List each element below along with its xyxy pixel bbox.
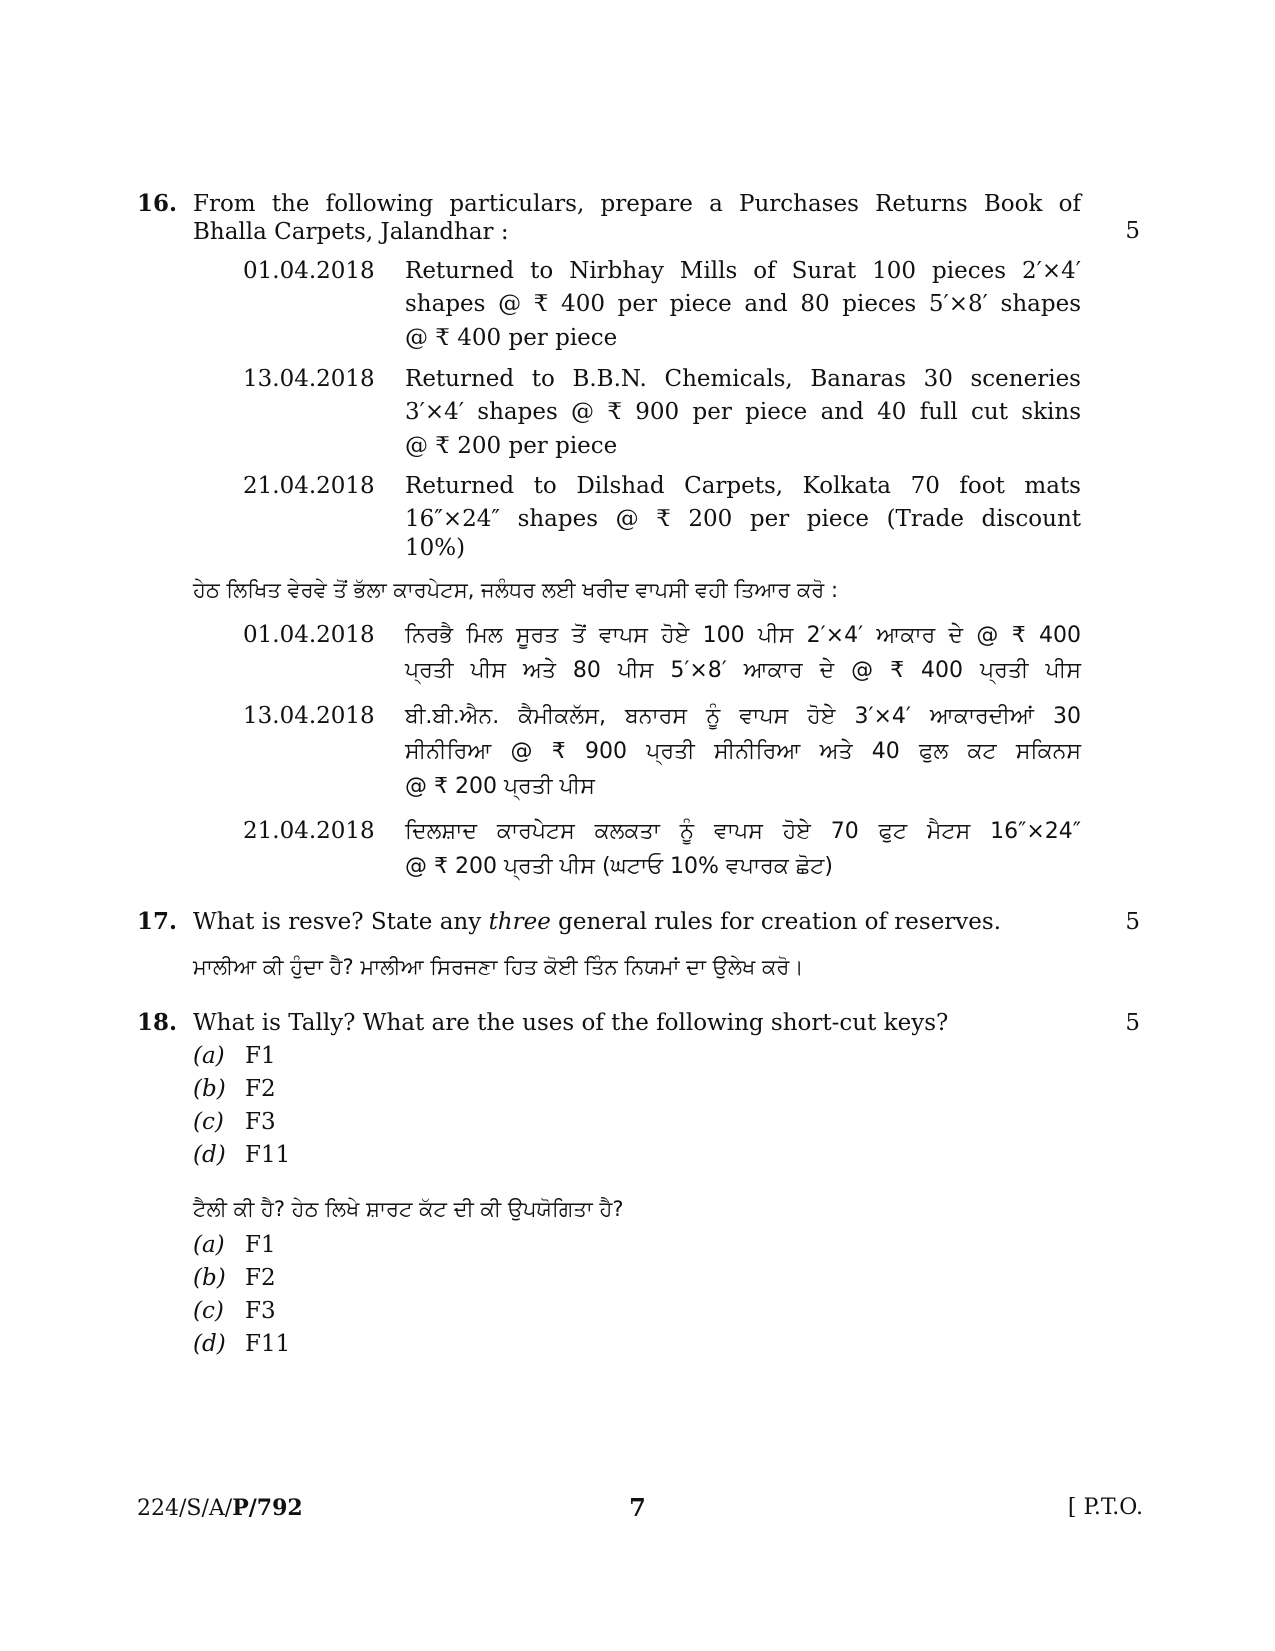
option-value: F11 — [245, 1142, 291, 1168]
option-label: (c) — [193, 1298, 224, 1324]
option-item — [193, 1329, 290, 1359]
option-item — [193, 1041, 276, 1071]
option-label: (b) — [193, 1076, 226, 1102]
option-value: F2 — [245, 1076, 276, 1102]
entry-line: Returned to Dilshad Carpets, Kolkata 70 foot mats — [405, 473, 1081, 499]
question-text: What is Tally? What are the uses of the following short-cut keys? — [193, 1010, 949, 1036]
option-label: (a) — [193, 1043, 225, 1069]
question-text-punjabi: ਟੈਲੀ ਕੀ ਹੈ? ਹੇਠ ਲਿਖੇ ਸ਼ਾਰਟ ਕੱਟ ਦੀ ਕੀ ਉਪਯੋਗਿਤਾ ਹੈ? — [193, 1197, 624, 1221]
option-value: F11 — [245, 1331, 291, 1357]
entry-date: 01.04.2018 — [243, 622, 375, 648]
entry-line: ਪ੍ਰਤੀ ਪੀਸ ਅਤੇ 80 ਪੀਸ 5′×8′ ਆਕਾਰ ਦੇ @ ₹ 400 ਪ੍ਰਤੀ ਪੀਸ — [405, 658, 1081, 683]
option-item — [193, 1296, 276, 1326]
entry-line: @ ₹ 400 per piece — [405, 325, 618, 351]
entry-date: 13.04.2018 — [243, 703, 375, 729]
question-text: From the following particulars, prepare a Purchases Returns Book of Bhalla Carpets, Jalandhar : — [193, 191, 1081, 245]
entry-date: 01.04.2018 — [243, 258, 375, 284]
question-text — [193, 908, 1081, 936]
option-label: (d) — [193, 1331, 226, 1357]
question-text-part: general rules for creation of reserves. — [550, 909, 1002, 935]
entry-line: ਬੀ.ਬੀ.ਐਨ. ਕੈਮੀਕਲੱਸ, ਬਨਾਰਸ ਨੂੰ ਵਾਪਸ ਹੋਏ 3′×4′ ਆਕਾਰਦੀਆਂ 30 — [405, 704, 1081, 729]
page-number: 7 — [629, 1493, 646, 1522]
question-text-punjabi: ਮਾਲੀਆ ਕੀ ਹੁੰਦਾ ਹੈ? ਮਾਲੀਆ ਸਿਰਜਣਾ ਹਿਤ ਕੋਈ ਤਿੰਨ ਨਿਯਮਾਂ ਦਾ ਉਲੇਖ ਕਰੋ। — [193, 955, 804, 979]
entry-line: 3′×4′ shapes @ ₹ 900 per piece and 40 full cut skins — [405, 399, 1081, 425]
entry-line: ਸੀਨੀਰਿਆ @ ₹ 900 ਪ੍ਰਤੀ ਸੀਨੀਰਿਆ ਅਤੇ 40 ਫੁਲ ਕਟ ਸਕਿਨਸ — [405, 739, 1081, 764]
question-marks: 5 — [1125, 218, 1140, 244]
pto-label: [ P.T.O. — [1067, 1495, 1143, 1520]
entry-line: @ ₹ 200 per piece — [405, 433, 618, 459]
question-text-part: What is resve? State any — [193, 909, 489, 935]
question-marks: 5 — [1125, 1010, 1140, 1036]
entry-line: ਨਿਰਭੈ ਮਿਲ ਸੂਰਤ ਤੋਂ ਵਾਪਸ ਹੋਏ 100 ਪੀਸ 2′×4′ ਆਕਾਰ ਦੇ @ ₹ 400 — [405, 623, 1081, 648]
question-number: 18. — [137, 1009, 178, 1036]
option-label: (b) — [193, 1265, 226, 1291]
entry-line: Returned to Nirbhay Mills of Surat 100 pieces 2′×4′ — [405, 258, 1081, 284]
option-value: F3 — [245, 1109, 276, 1135]
entry-line: shapes @ ₹ 400 per piece and 80 pieces 5′×8′ shapes — [405, 291, 1081, 317]
entry-line: ਦਿਲਸ਼ਾਦ ਕਾਰਪੇਟਸ ਕਲਕਤਾ ਨੂੰ ਵਾਪਸ ਹੋਏ 70 ਫੁਟ ਮੈਟਸ 16″×24″ — [405, 819, 1081, 844]
entry-line: @ ₹ 200 ਪ੍ਰਤੀ ਪੀਸ — [405, 774, 595, 799]
entry-line: Returned to B.B.N. Chemicals, Banaras 30 sceneries — [405, 366, 1081, 392]
option-item — [193, 1074, 276, 1104]
entry-date: 21.04.2018 — [243, 473, 375, 499]
option-label: (a) — [193, 1232, 225, 1258]
question-text-emphasis: three — [488, 909, 551, 935]
option-item — [193, 1230, 276, 1260]
question-text-punjabi: ਹੇਠ ਲਿਖਿਤ ਵੇਰਵੇ ਤੋਂ ਭੱਲਾ ਕਾਰਪੇਟਸ, ਜਲੰਧਰ ਲਈ ਖਰੀਦ ਵਾਪਸੀ ਵਹੀ ਤਿਆਰ ਕਰੋ : — [193, 578, 839, 602]
entry-line: @ ₹ 200 ਪ੍ਰਤੀ ਪੀਸ (ਘਟਾਓ 10% ਵਪਾਰਕ ਛੋਟ) — [405, 854, 833, 879]
option-value: F2 — [245, 1265, 276, 1291]
question-marks: 5 — [1125, 909, 1140, 935]
question-number: 16. — [137, 190, 178, 217]
option-item — [193, 1263, 276, 1293]
option-value: F3 — [245, 1298, 276, 1324]
paper-code-bold: P/792 — [232, 1495, 303, 1521]
option-value: F1 — [245, 1043, 276, 1069]
option-label: (c) — [193, 1109, 224, 1135]
option-item — [193, 1140, 290, 1170]
option-value: F1 — [245, 1232, 276, 1258]
entry-line: 10%) — [405, 535, 466, 561]
question-number: 17. — [137, 908, 178, 935]
option-label: (d) — [193, 1142, 226, 1168]
entry-date: 21.04.2018 — [243, 818, 375, 844]
option-item — [193, 1107, 276, 1137]
entry-date: 13.04.2018 — [243, 366, 375, 392]
entry-line: 16″×24″ shapes @ ₹ 200 per piece (Trade discount — [405, 506, 1081, 532]
paper-code-prefix: 224/S/A/ — [137, 1496, 233, 1521]
